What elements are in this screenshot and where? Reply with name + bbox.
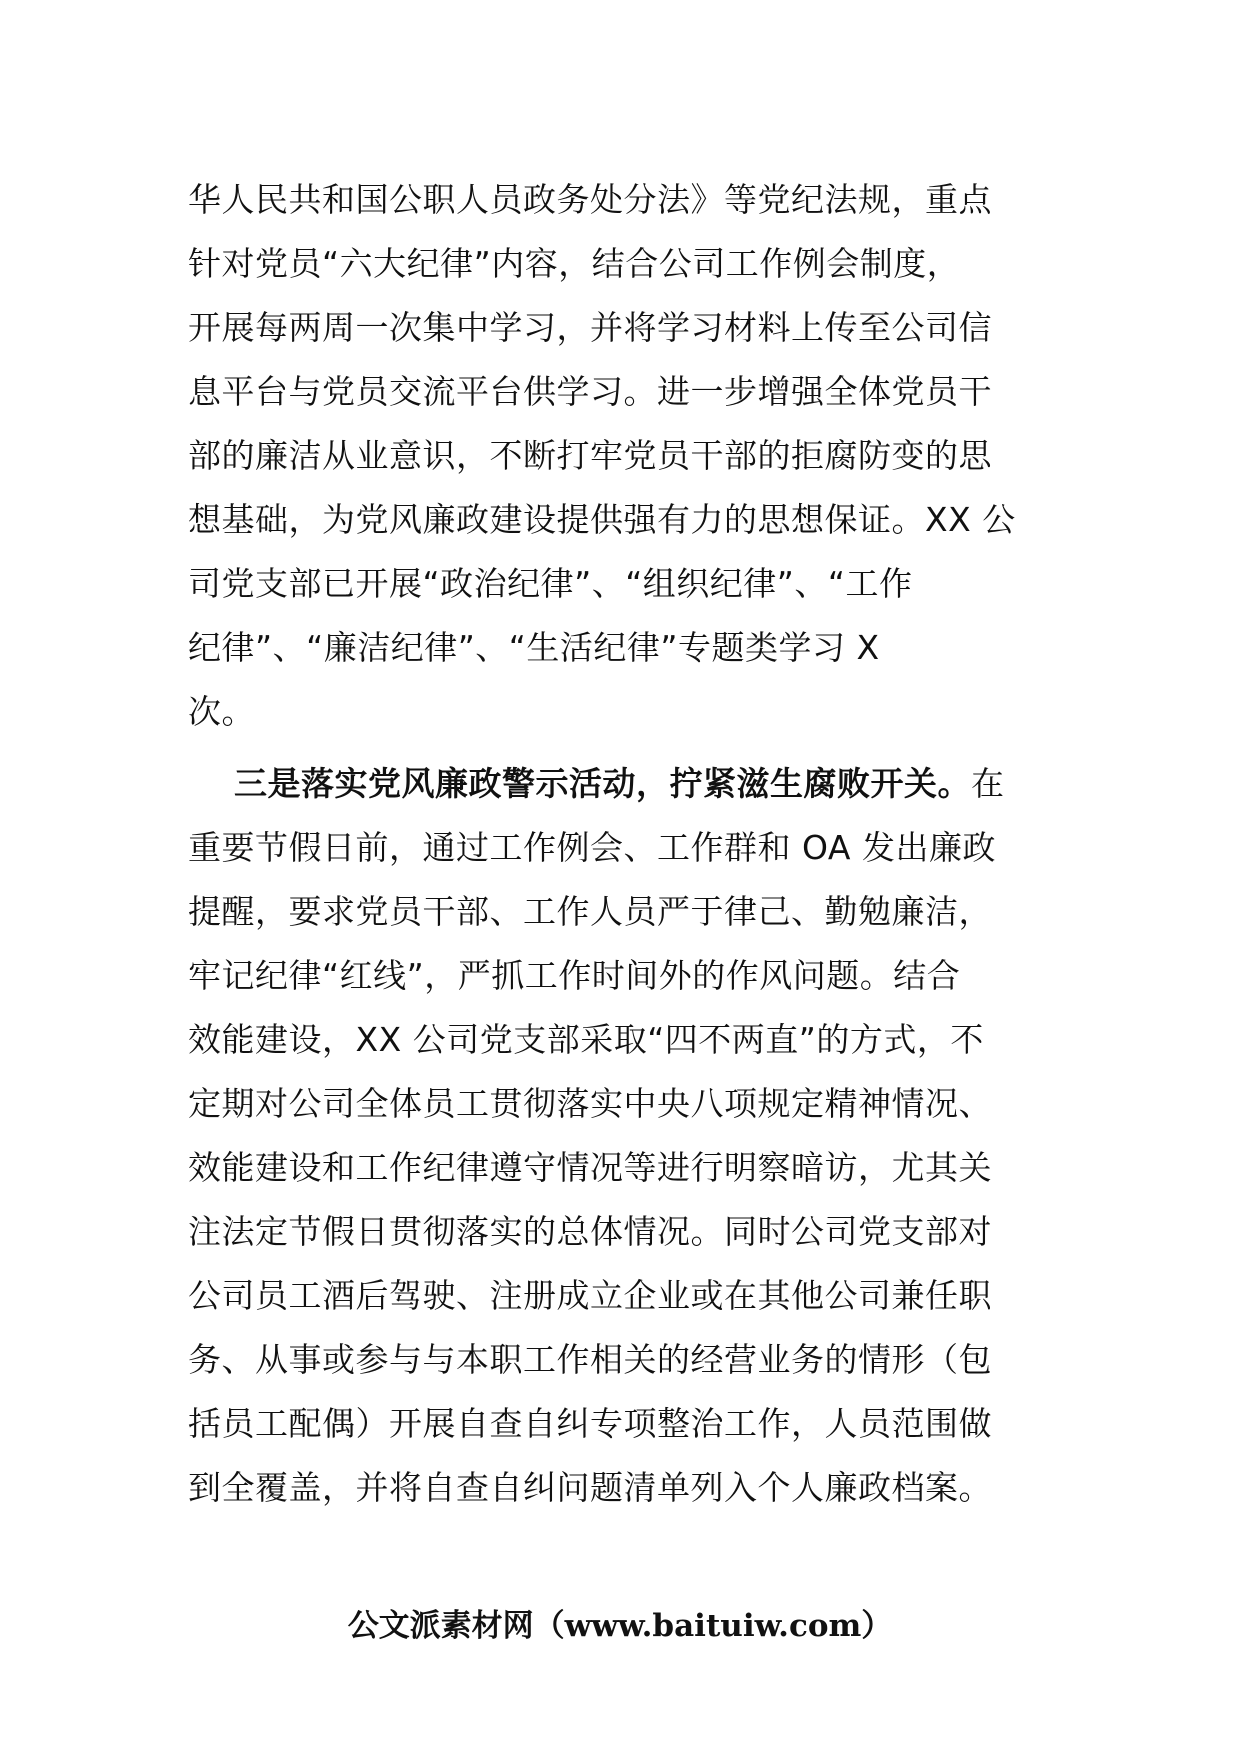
text-line: 息平台与党员交流平台供学习。进一步增强全体党员干 bbox=[188, 372, 992, 411]
text-line: 提醒，要求党员干部、工作人员严于律己、勤勉廉洁， bbox=[188, 892, 992, 931]
paragraph-warning-activities bbox=[188, 752, 1068, 1520]
text-line: 次。 bbox=[188, 692, 255, 731]
text-line: 效能建设，XX 公司党支部采取“四不两直”的方式，不 bbox=[188, 1020, 984, 1059]
paragraph-first-line bbox=[188, 752, 1068, 816]
text-line: 务、从事或参与与本职工作相关的经营业务的情形（包 bbox=[188, 1340, 992, 1379]
text-line: 纪律”、“廉洁纪律”、“生活纪律”专题类学习 X bbox=[188, 628, 880, 667]
text-line: 开展每两周一次集中学习，并将学习材料上传至公司信 bbox=[188, 308, 992, 347]
text-line: 效能建设和工作纪律遵守情况等进行明察暗访，尤其关 bbox=[188, 1148, 992, 1187]
text-line: 部的廉洁从业意识，不断打牢党员干部的拒腐防变的思 bbox=[188, 436, 992, 475]
footer-watermark: 公文派素材网（www.baituiw.com） bbox=[347, 1608, 893, 1644]
text-line: 针对党员“六大纪律”内容，结合公司工作例会制度， bbox=[188, 244, 961, 283]
text-line: 括员工配偶）开展自查自纠专项整治工作，人员范围做 bbox=[188, 1404, 992, 1443]
document-body bbox=[188, 168, 1068, 1520]
text-line: 牢记纪律“红线”，严抓工作时间外的作风问题。结合 bbox=[188, 956, 961, 995]
paragraph-study bbox=[188, 168, 1068, 744]
text-line: 重要节假日前，通过工作例会、工作群和 OA 发出廉政 bbox=[188, 828, 996, 867]
text-line: 华人民共和国公职人员政务处分法》等党纪法规，重点 bbox=[188, 180, 992, 219]
text-line: 定期对公司全体员工贯彻落实中央八项规定精神情况、 bbox=[188, 1084, 992, 1123]
heading-trailing-text: 在 bbox=[971, 764, 1005, 803]
text-line: 注法定节假日贯彻落实的总体情况。同时公司党支部对 bbox=[188, 1212, 992, 1251]
text-line: 想基础，为党风廉政建设提供强有力的思想保证。XX 公 bbox=[188, 500, 1016, 539]
section-heading: 三是落实党风廉政警示活动，拧紧滋生腐败开关。 bbox=[234, 764, 971, 803]
text-line: 司党支部已开展“政治纪律”、“组织纪律”、“工作 bbox=[188, 564, 913, 603]
text-line: 到全覆盖，并将自查自纠问题清单列入个人廉政档案。 bbox=[188, 1468, 992, 1507]
text-line: 公司员工酒后驾驶、注册成立企业或在其他公司兼任职 bbox=[188, 1276, 992, 1315]
